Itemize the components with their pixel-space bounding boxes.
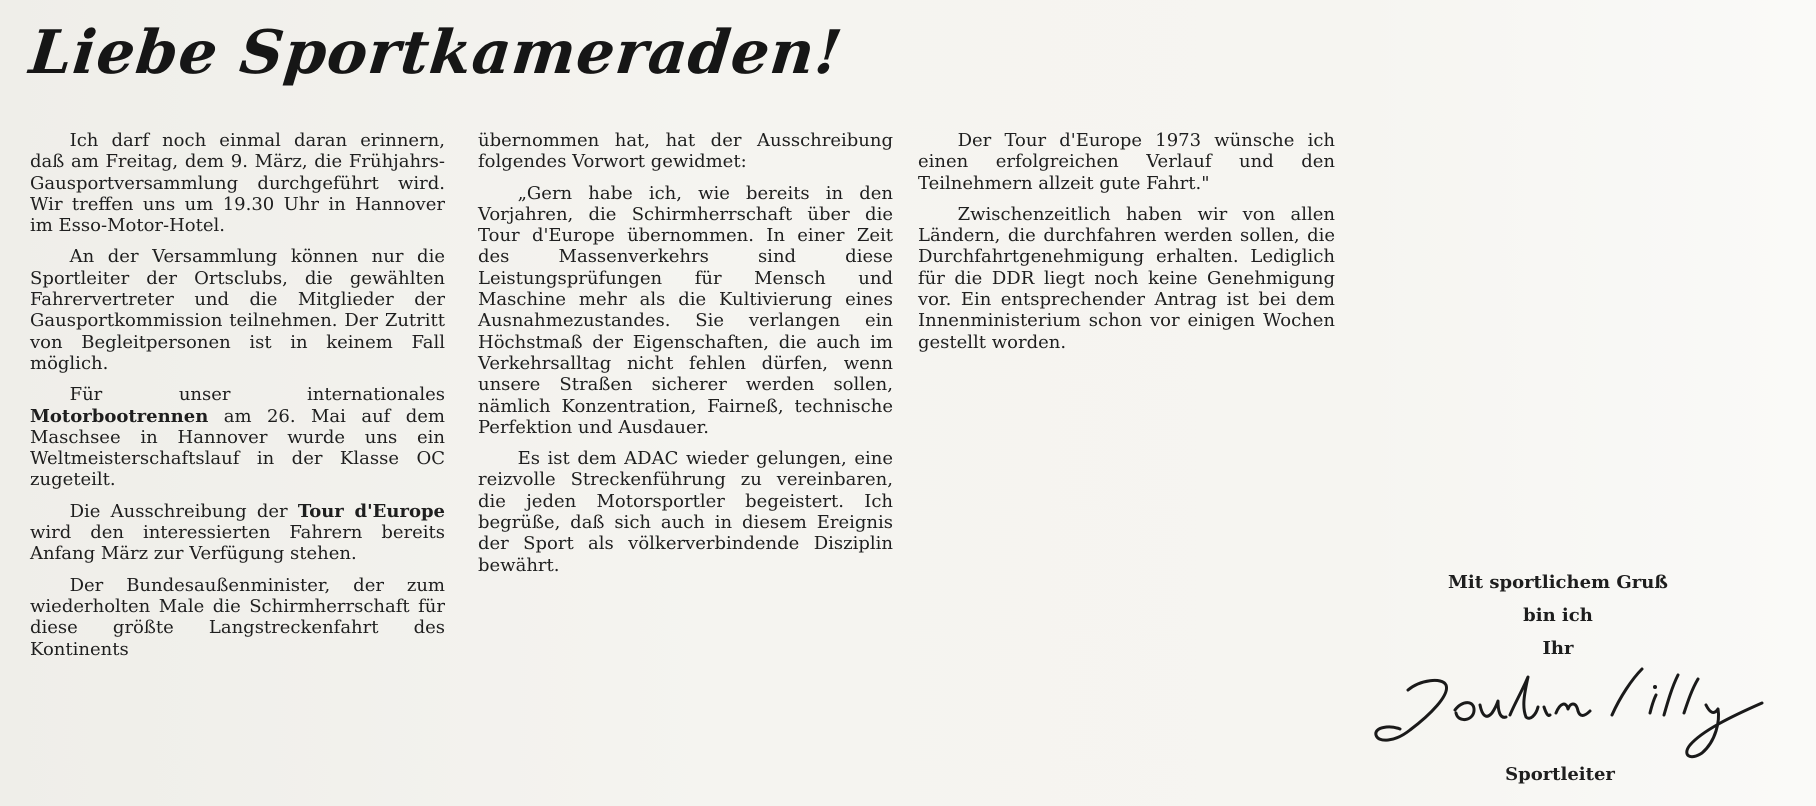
paragraph: Der Bundesaußenminister, der zum wiederholten Male die Schirmherrschaft für diese größte Langstreckenfahrt des Kontinents xyxy=(30,574,445,660)
closing-line: bin ich xyxy=(1523,605,1593,626)
quote-paragraph: Es ist dem ADAC wieder gelungen, eine reizvolle Streckenführung zu vereinbaren, die jeden Motorsportler begeistert. Ich begrüße, daß sich auch in diesem Ereignis der Sport als völkerverbindende Disziplin bewährt. xyxy=(478,448,893,576)
bold-term: Motorbootrennen xyxy=(30,405,209,427)
paragraph xyxy=(30,384,445,490)
article-column-3 xyxy=(918,130,1335,363)
paragraph-text: am 26. Mai auf dem Maschsee in Hannover wurde uns ein Weltmeisterschaftslauf in der Klasse OC zugeteilt. xyxy=(30,405,445,491)
headline: Liebe Sportkameraden! xyxy=(26,18,847,88)
quote-paragraph: Der Tour d'Europe 1973 wünsche ich einen erfolgreichen Verlauf und den Teilnehmern allzeit gute Fahrt." xyxy=(918,130,1335,194)
signature-role: Sportleiter xyxy=(1505,764,1615,785)
closing-line: Mit sportlichem Gruß xyxy=(1448,572,1668,593)
article-column-2 xyxy=(478,130,893,586)
paragraph xyxy=(30,501,445,565)
closing-greeting xyxy=(1408,566,1708,665)
paragraph: übernommen hat, hat der Ausschreibung folgendes Vorwort gewidmet: xyxy=(478,130,893,173)
paragraph: Ich darf noch einmal daran erinnern, daß am Freitag, dem 9. März, die Frühjahrs-Gausportversammlung durchgeführt wird. Wir treffen uns um 19.30 Uhr in Hannover im Esso-Motor-Hotel. xyxy=(30,130,445,237)
paragraph-text: Für unser internationales xyxy=(69,384,445,406)
paragraph-text: wird den interessierten Fahrern bereits Anfang März zur Verfügung stehen. xyxy=(30,522,445,565)
article-column-1 xyxy=(30,130,445,670)
handwritten-signature xyxy=(1350,655,1780,765)
paragraph: Zwischenzeitlich haben wir von allen Ländern, die durchfahren werden sollen, die Durchfahrtgenehmigung erhalten. Lediglich für die DDR liegt noch keine Genehmigung vor. Ein entsprechender Antrag ist bei dem Innenministerium schon vor einigen Wochen gestellt worden. xyxy=(918,203,1335,353)
paragraph: An der Versammlung können nur die Sportleiter der Ortsclubs, die gewählten Fahrervertreter und die Mitglieder der Gausportkommission teilnehmen. Der Zutritt von Begleitpersonen ist in keinem Fall möglich. xyxy=(30,246,445,374)
closing-line: Ihr xyxy=(1542,638,1574,659)
bold-term: Tour d'Europe xyxy=(297,500,445,522)
paragraph-text: Die Ausschreibung der xyxy=(69,500,298,522)
quote-paragraph: „Gern habe ich, wie bereits in den Vorjahren, die Schirmherrschaft über die Tour d'Europe übernommen. In einer Zeit des Massenverkehrs sind diese Leistungsprüfungen für Mensch und Maschine mehr als die Kultivierung eines Ausnahmezustandes. Sie verlangen ein Höchstmaß der Eigenschaften, die auch im Verkehrsalltag nicht fehlen dürfen, wenn unsere Straßen sicherer werden sollen, nämlich Konzentration, Fairneß, technische Perfektion und Ausdauer. xyxy=(478,182,893,438)
